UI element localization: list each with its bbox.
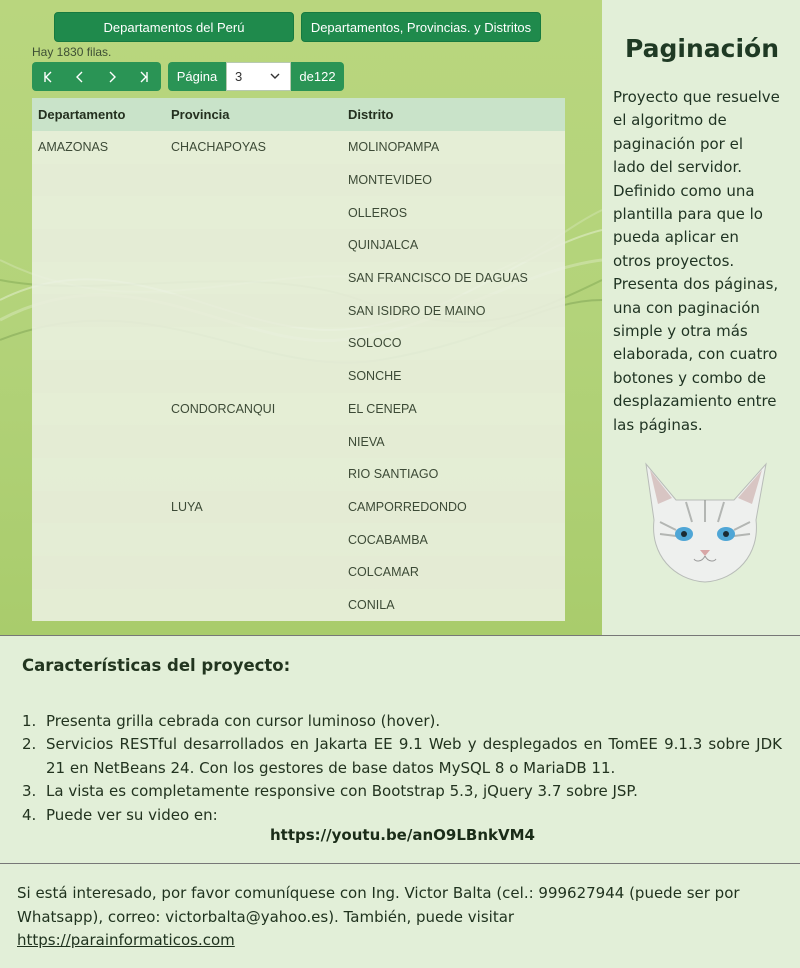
- description-line: elaborada, con cuatro: [613, 345, 778, 364]
- project-description: [613, 86, 797, 437]
- description-line: plantilla para que lo: [613, 205, 763, 224]
- description-line: paginación por el: [613, 134, 743, 153]
- table-row[interactable]: [32, 294, 565, 327]
- cell-distrito: COCABAMBA: [348, 532, 428, 547]
- first-page-button[interactable]: [32, 62, 64, 91]
- current-page: 3: [235, 69, 243, 84]
- list-number: 2.: [22, 735, 37, 754]
- table-row[interactable]: [32, 523, 565, 556]
- description-line: simple y otra más: [613, 322, 748, 341]
- cell-distrito: CONILA: [348, 597, 395, 612]
- header-provincia: Provincia: [171, 107, 230, 122]
- next-page-icon: [107, 71, 117, 83]
- kitten-illustration: [636, 460, 774, 586]
- cell-distrito: COLCAMAR: [348, 565, 419, 580]
- table-row[interactable]: [32, 393, 565, 426]
- table-row[interactable]: [32, 425, 565, 458]
- cell-distrito: SONCHE: [348, 369, 402, 384]
- cell-provincia: CHACHAPOYAS: [171, 140, 266, 155]
- description-line: Presenta dos páginas,: [613, 275, 779, 294]
- description-line: desplazamiento entre: [613, 392, 777, 411]
- pager: [32, 62, 336, 91]
- cell-distrito: OLLEROS: [348, 205, 408, 220]
- list-text: Puede ver su video en:: [46, 805, 218, 824]
- table-row[interactable]: [32, 196, 565, 229]
- page-label: Página: [168, 62, 226, 91]
- cell-distrito: RIO SANTIAGO: [348, 467, 439, 482]
- description-line: Proyecto que resuelve: [613, 88, 780, 106]
- list-item: [22, 710, 782, 733]
- list-item: [22, 733, 782, 780]
- chevron-down-icon: [270, 73, 280, 80]
- cell-distrito: SOLOCO: [348, 336, 402, 351]
- list-text: La vista es completamente responsive con Bootstrap 5.3, jQuery 3.7 sobre JSP.: [46, 782, 638, 801]
- cell-distrito: MONTEVIDEO: [348, 173, 433, 188]
- section-divider-bottom: [0, 863, 800, 864]
- table-row[interactable]: [32, 556, 565, 589]
- header-distrito: Distrito: [348, 107, 394, 122]
- features-title: Características del proyecto:: [22, 656, 291, 675]
- description-line: las páginas.: [613, 415, 703, 434]
- cell-distrito: CAMPORREDONDO: [348, 499, 467, 514]
- list-item: [22, 780, 782, 803]
- cell-distrito: QUINJALCA: [348, 238, 419, 253]
- last-page-icon: [139, 71, 149, 83]
- page-total: de122: [291, 62, 344, 91]
- table-row[interactable]: [32, 229, 565, 262]
- cell-distrito: MOLINOPAMPA: [348, 140, 440, 155]
- description-line: lado del servidor.: [613, 158, 743, 177]
- list-number: 4.: [22, 805, 37, 824]
- table-row[interactable]: [32, 131, 565, 164]
- cell-distrito: EL CENEPA: [348, 401, 417, 416]
- table-row[interactable]: [32, 491, 565, 524]
- distritos-button[interactable]: Departamentos, Provincias. y Distritos: [301, 12, 541, 42]
- list-text: Presenta grilla cebrada con cursor luminoso (hover).: [46, 712, 441, 730]
- contact-text: Si está interesado, por favor comuníquese con Ing. Victor Balta (cel.: 999627944 (puede ser por Whatsapp), correo: victorbalta@yahoo.es). También, puede visitar: [17, 884, 740, 926]
- description-line: pueda aplicar en: [613, 228, 739, 247]
- cell-distrito: NIEVA: [348, 434, 385, 449]
- list-number: 1.: [22, 712, 37, 730]
- table-row[interactable]: [32, 458, 565, 491]
- rows-count: Hay 1830 filas.: [32, 45, 112, 59]
- nav-buttons: [32, 62, 161, 91]
- list-number: 3.: [22, 782, 37, 801]
- last-page-button[interactable]: [128, 62, 160, 91]
- video-link[interactable]: https://youtu.be/anO9LBnkVM4: [270, 826, 535, 844]
- prev-page-button[interactable]: [64, 62, 96, 91]
- description-line: el algoritmo de: [613, 111, 727, 130]
- cell-distrito: SAN FRANCISCO DE DAGUAS: [348, 271, 528, 286]
- prev-page-icon: [75, 71, 85, 83]
- page-select[interactable]: [226, 62, 291, 91]
- table-row[interactable]: [32, 589, 565, 622]
- app-panel: [0, 0, 602, 635]
- table-row[interactable]: [32, 262, 565, 295]
- data-grid: [32, 98, 565, 621]
- page-selector: [168, 62, 344, 91]
- cell-provincia: CONDORCANQUI: [171, 401, 276, 416]
- description-line: otros proyectos.: [613, 251, 735, 270]
- cell-departamento: AMAZONAS: [38, 140, 109, 155]
- departamentos-button[interactable]: Departamentos del Perú: [54, 12, 294, 42]
- grid-body: [32, 131, 565, 621]
- contact-section: [17, 882, 787, 953]
- grid-header: [32, 98, 565, 131]
- table-row[interactable]: [32, 164, 565, 197]
- cell-distrito: SAN ISIDRO DE MAINO: [348, 303, 486, 318]
- website-link[interactable]: https://parainformaticos.com: [17, 931, 235, 949]
- header-departamento: Departamento: [38, 107, 126, 122]
- description-line: Definido como una: [613, 181, 755, 200]
- next-page-button[interactable]: [96, 62, 128, 91]
- list-item: [22, 804, 782, 827]
- first-page-icon: [43, 71, 53, 83]
- section-divider-top: [0, 635, 800, 636]
- features-section: [22, 656, 782, 844]
- description-line: botones y combo de: [613, 368, 766, 387]
- description-line: una con paginación: [613, 298, 760, 317]
- table-row[interactable]: [32, 360, 565, 393]
- features-list: [22, 710, 782, 827]
- cell-provincia: LUYA: [171, 499, 203, 514]
- page-title: Paginación: [625, 34, 780, 63]
- table-row[interactable]: [32, 327, 565, 360]
- list-text: Servicios RESTful desarrollados en Jakarta EE 9.1 Web y desplegados en TomEE 9.1.3 sobre JDK 21 en NetBeans 24. Con los gestores de base datos MySQL 8 o MariaDB 11.: [46, 735, 782, 777]
